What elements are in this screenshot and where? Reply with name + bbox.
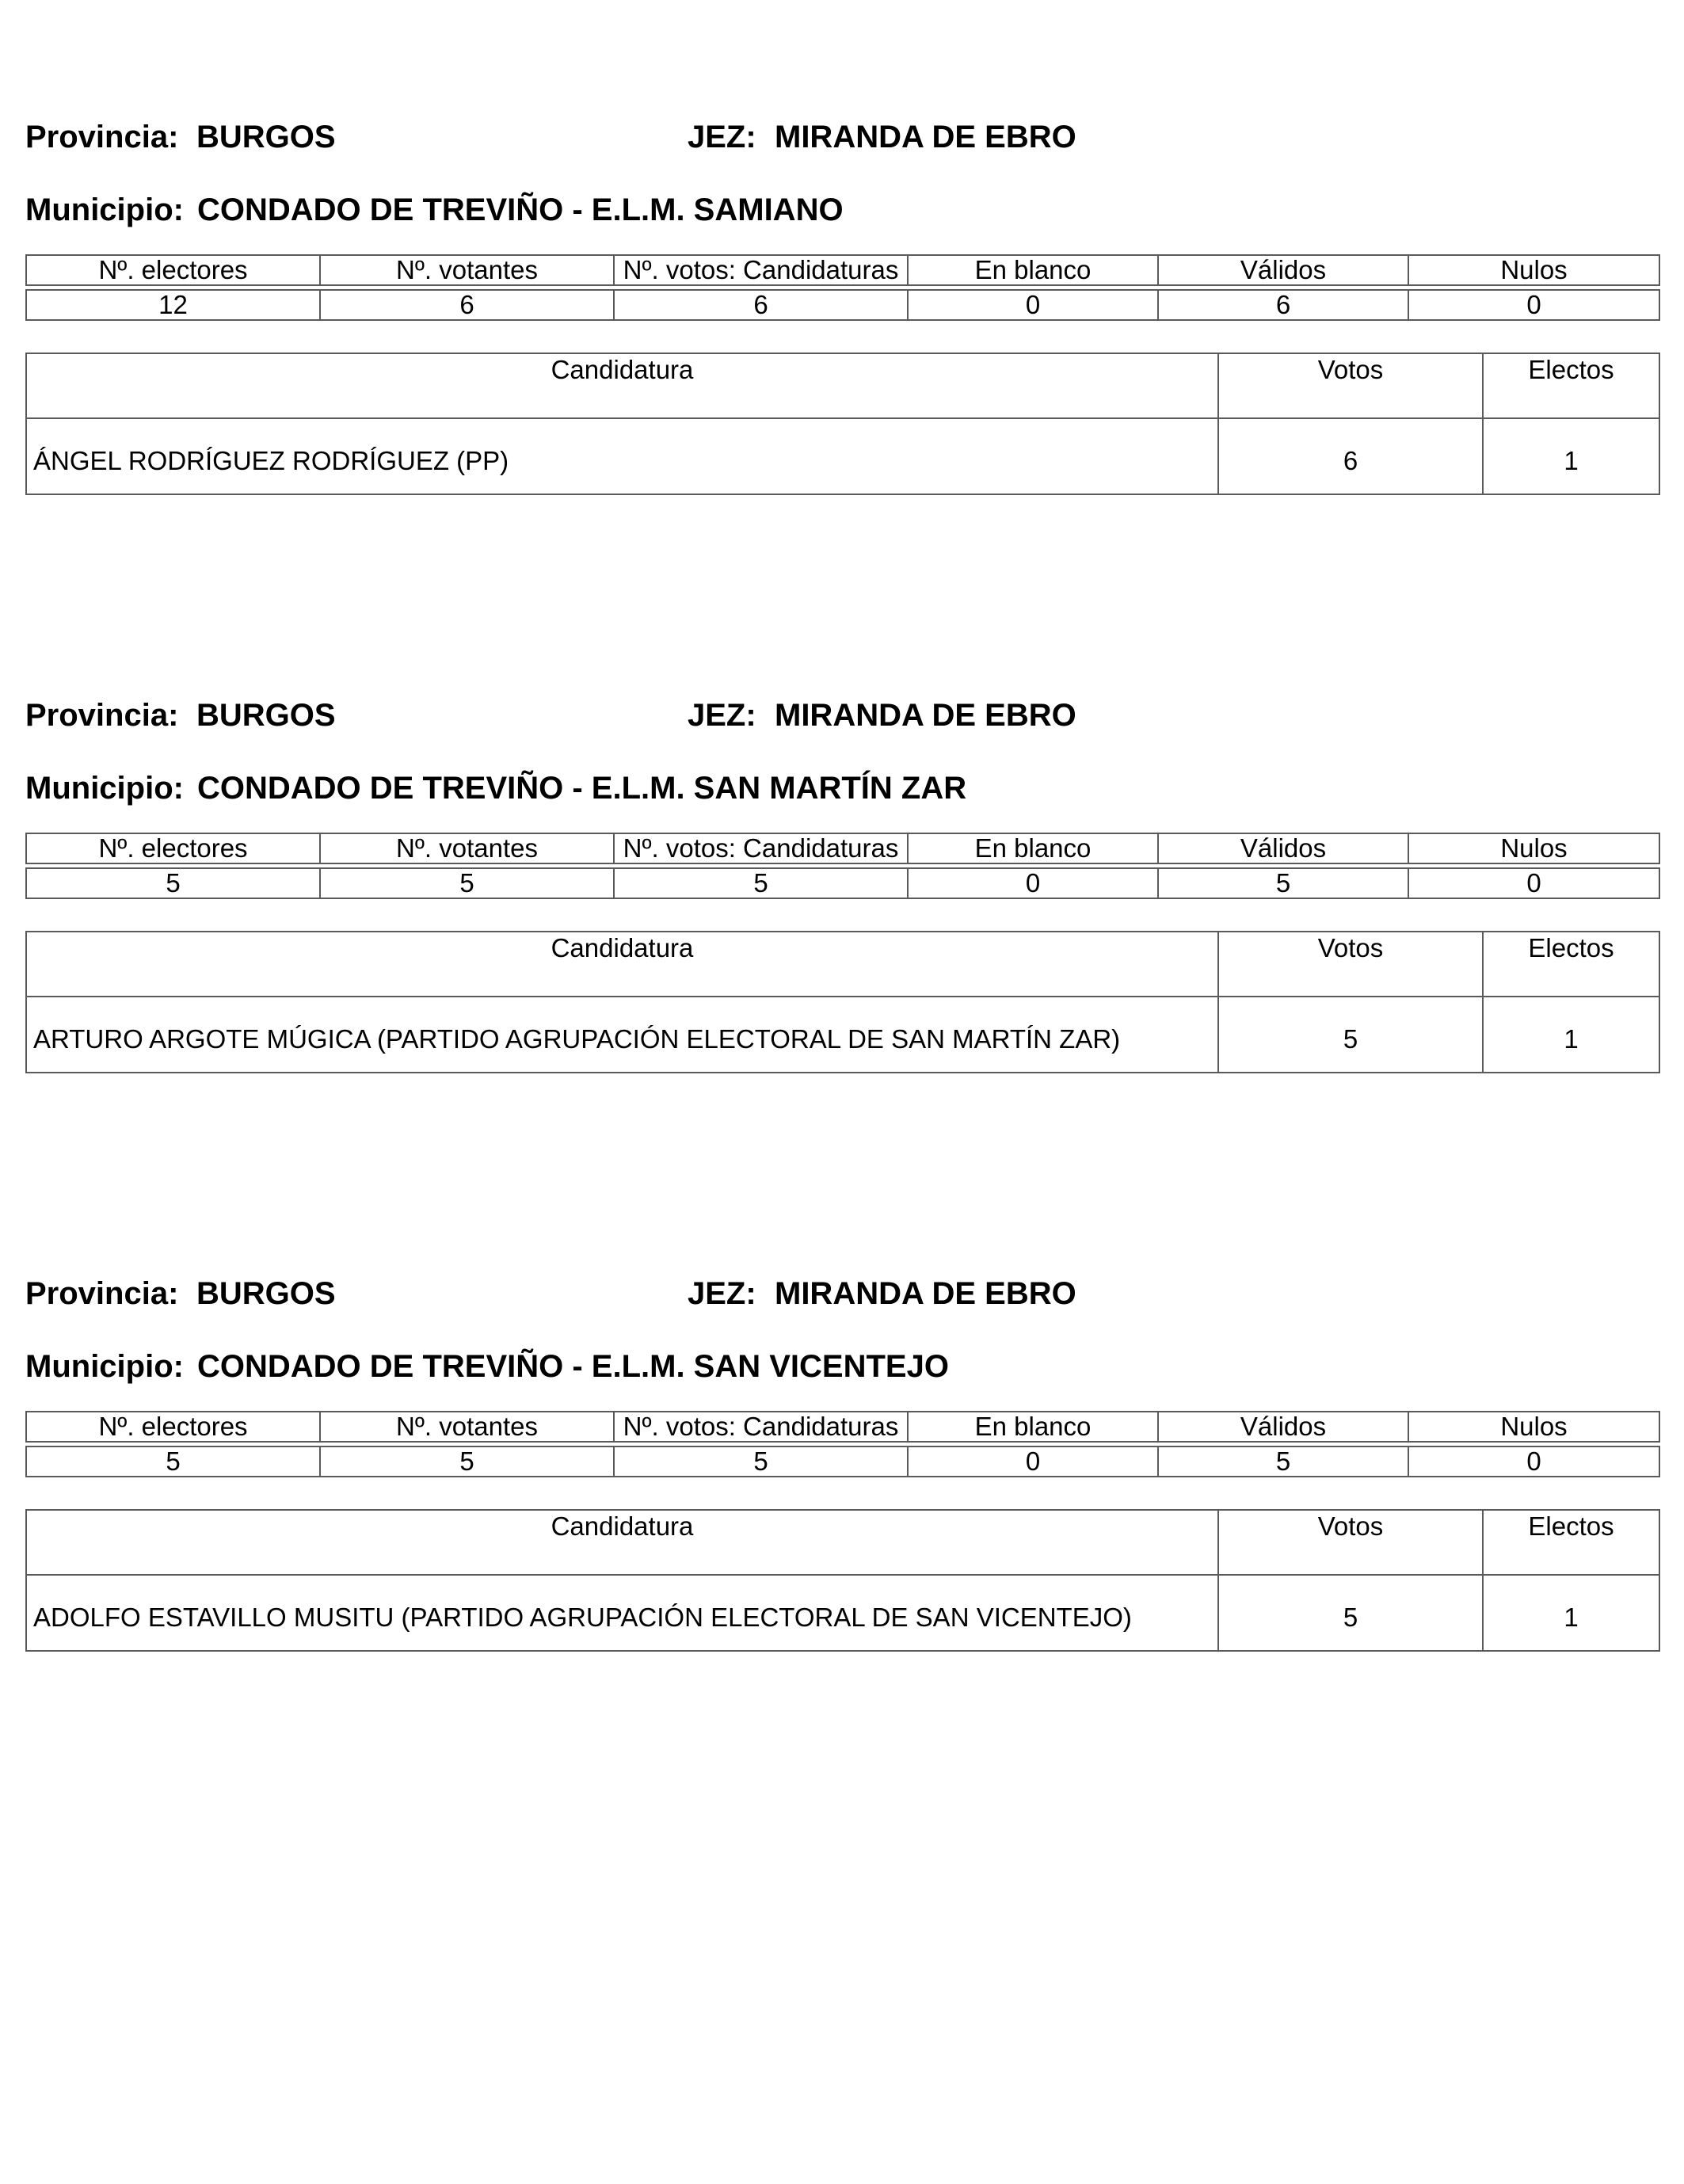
candidatura-header: Candidatura	[26, 1510, 1218, 1575]
stats-value-votantes: 5	[320, 1446, 614, 1477]
stats-table	[25, 1411, 1660, 1477]
stats-header-row	[26, 833, 1659, 863]
candidate-row	[26, 1575, 1659, 1651]
stats-header-row	[26, 1412, 1659, 1442]
candidate-votos: 6	[1218, 418, 1483, 494]
electos-header: Electos	[1483, 932, 1659, 997]
stats-value-votos-candidaturas: 6	[614, 290, 908, 320]
municipio-label: Municipio:	[25, 1349, 184, 1384]
candidates-header-row	[26, 353, 1659, 418]
candidates-header-row	[26, 932, 1659, 997]
electos-header: Electos	[1483, 353, 1659, 418]
candidates-header-row	[26, 1510, 1659, 1575]
municipio-row	[25, 768, 1659, 808]
municipio-value: CONDADO DE TREVIÑO - E.L.M. SAN MARTÍN ZAR	[197, 771, 967, 806]
candidatura-header: Candidatura	[26, 353, 1218, 418]
stats-header-validos: Válidos	[1158, 833, 1408, 863]
candidate-name: ADOLFO ESTAVILLO MUSITU (PARTIDO AGRUPACIÓN ELECTORAL DE SAN VICENTEJO)	[26, 1575, 1218, 1651]
jez-label: JEZ:	[688, 698, 756, 733]
stats-value-validos: 6	[1158, 290, 1408, 320]
stats-header-nulos: Nulos	[1408, 1412, 1659, 1442]
stats-value-en-blanco: 0	[908, 1446, 1158, 1477]
jez-label: JEZ:	[688, 120, 756, 154]
municipio-row	[25, 1347, 1659, 1386]
jez-label: JEZ:	[688, 1276, 756, 1311]
stats-header-en-blanco: En blanco	[908, 255, 1158, 285]
stats-value-electores: 12	[26, 290, 320, 320]
provincia-value: BURGOS	[196, 120, 336, 154]
stats-table	[25, 254, 1660, 321]
stats-header-electores: Nº. electores	[26, 1412, 320, 1442]
stats-header-electores: Nº. electores	[26, 255, 320, 285]
candidate-row	[26, 418, 1659, 494]
stats-value-en-blanco: 0	[908, 868, 1158, 898]
votos-header: Votos	[1218, 353, 1483, 418]
province-jez-row	[25, 117, 1659, 157]
stats-header-votantes: Nº. votantes	[320, 255, 614, 285]
stats-header-electores: Nº. electores	[26, 833, 320, 863]
stats-table	[25, 833, 1660, 899]
stats-value-row	[26, 1446, 1659, 1477]
provincia-label: Provincia:	[25, 120, 179, 154]
votos-header: Votos	[1218, 1510, 1483, 1575]
stats-value-votantes: 5	[320, 868, 614, 898]
candidates-table	[25, 353, 1660, 495]
stats-value-votantes: 6	[320, 290, 614, 320]
municipio-value: CONDADO DE TREVIÑO - E.L.M. SAN VICENTEJO	[197, 1349, 949, 1384]
stats-value-votos-candidaturas: 5	[614, 868, 908, 898]
stats-value-nulos: 0	[1408, 868, 1659, 898]
candidate-electos: 1	[1483, 1575, 1659, 1651]
stats-header-nulos: Nulos	[1408, 255, 1659, 285]
stats-header-votos-candidaturas: Nº. votos: Candidaturas	[614, 1412, 908, 1442]
municipio-label: Municipio:	[25, 192, 184, 227]
provincia-value: BURGOS	[196, 1276, 336, 1311]
provincia-label: Provincia:	[25, 1276, 179, 1311]
province-jez-row	[25, 1274, 1659, 1313]
provincia-label: Provincia:	[25, 698, 179, 733]
candidatura-header: Candidatura	[26, 932, 1218, 997]
municipio-value: CONDADO DE TREVIÑO - E.L.M. SAMIANO	[197, 192, 844, 227]
stats-header-nulos: Nulos	[1408, 833, 1659, 863]
candidate-electos: 1	[1483, 418, 1659, 494]
municipio-row	[25, 190, 1659, 230]
candidate-votos: 5	[1218, 997, 1483, 1073]
jez-value: MIRANDA DE EBRO	[775, 1276, 1076, 1311]
stats-value-en-blanco: 0	[908, 290, 1158, 320]
electos-header: Electos	[1483, 1510, 1659, 1575]
stats-value-validos: 5	[1158, 868, 1408, 898]
jez-value: MIRANDA DE EBRO	[775, 120, 1076, 154]
stats-header-votos-candidaturas: Nº. votos: Candidaturas	[614, 255, 908, 285]
candidate-votos: 5	[1218, 1575, 1483, 1651]
candidate-row	[26, 997, 1659, 1073]
votos-header: Votos	[1218, 932, 1483, 997]
stats-value-nulos: 0	[1408, 1446, 1659, 1477]
stats-header-validos: Válidos	[1158, 1412, 1408, 1442]
stats-value-row	[26, 868, 1659, 898]
candidate-electos: 1	[1483, 997, 1659, 1073]
province-jez-row	[25, 696, 1659, 735]
stats-header-en-blanco: En blanco	[908, 833, 1158, 863]
stats-header-votantes: Nº. votantes	[320, 1412, 614, 1442]
candidate-name: ARTURO ARGOTE MÚGICA (PARTIDO AGRUPACIÓN ELECTORAL DE SAN MARTÍN ZAR)	[26, 997, 1218, 1073]
stats-header-votos-candidaturas: Nº. votos: Candidaturas	[614, 833, 908, 863]
candidate-name: ÁNGEL RODRÍGUEZ RODRÍGUEZ (PP)	[26, 418, 1218, 494]
stats-value-row	[26, 290, 1659, 320]
jez-value: MIRANDA DE EBRO	[775, 698, 1076, 733]
stats-value-validos: 5	[1158, 1446, 1408, 1477]
candidates-table	[25, 931, 1660, 1073]
stats-value-electores: 5	[26, 868, 320, 898]
stats-header-row	[26, 255, 1659, 285]
municipio-label: Municipio:	[25, 771, 184, 806]
candidates-table	[25, 1509, 1660, 1652]
provincia-value: BURGOS	[196, 698, 336, 733]
stats-header-en-blanco: En blanco	[908, 1412, 1158, 1442]
stats-header-validos: Válidos	[1158, 255, 1408, 285]
stats-header-votantes: Nº. votantes	[320, 833, 614, 863]
stats-value-votos-candidaturas: 5	[614, 1446, 908, 1477]
stats-value-electores: 5	[26, 1446, 320, 1477]
stats-value-nulos: 0	[1408, 290, 1659, 320]
